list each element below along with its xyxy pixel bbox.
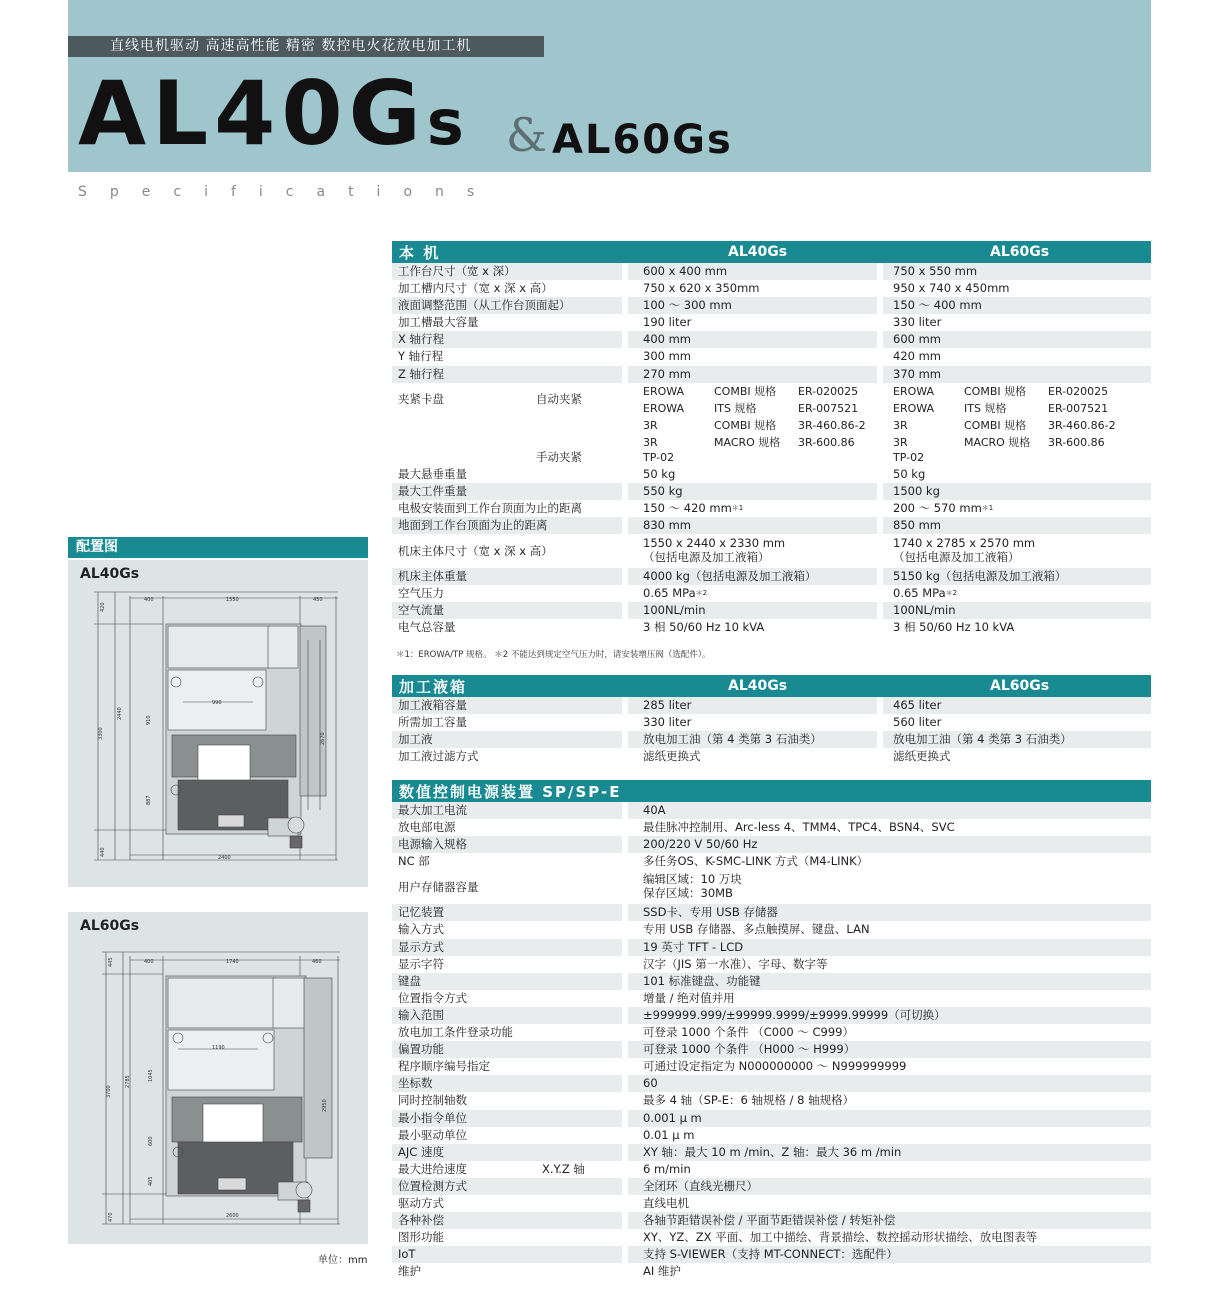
row-label: 用户存储器容量 <box>398 880 479 895</box>
col-al60: AL60Gs <box>990 244 1050 260</box>
dim-h2: 910 <box>146 715 152 725</box>
clamp-cell: COMBI 规格 <box>964 418 1027 432</box>
table-row <box>392 1161 1151 1178</box>
section-title: 数值控制电源装置 SP/SP-E <box>399 782 622 801</box>
table-row <box>392 921 1151 938</box>
col-al40: AL40Gs <box>728 244 788 260</box>
storage-row <box>392 870 1151 904</box>
table-row <box>392 1024 1151 1041</box>
table-row <box>392 1263 1151 1280</box>
row-label: 加工液 <box>398 732 433 747</box>
row-label: 液面调整范围（从工作台顶面起） <box>398 298 571 313</box>
value-text: 330 liter <box>893 315 942 330</box>
dim-h2: 1045 <box>148 1069 154 1082</box>
table-row <box>392 1195 1151 1212</box>
value-text: 100NL/min <box>893 603 956 618</box>
row-value-al60 <box>877 500 1145 517</box>
machine-size-row <box>392 534 1151 568</box>
table-row <box>392 280 1151 297</box>
value-text: 750 x 620 x 350mm <box>643 281 760 296</box>
value-text: 950 x 740 x 450mm <box>893 281 1010 296</box>
table-row <box>392 1144 1151 1161</box>
row-label: 空气压力 <box>398 586 444 601</box>
row-value-al60 <box>877 280 1145 297</box>
row-label: 坐标数 <box>398 1076 433 1091</box>
table-row <box>392 314 1151 331</box>
layout-drawing-al40 <box>68 560 368 887</box>
row-value: 0.001 μ m <box>622 1110 1151 1127</box>
tagline: 直线电机驱动 高速高性能 精密 数控电火花放电加工机 <box>68 36 544 57</box>
model-secondary: AL60Gs <box>552 117 733 163</box>
table-row <box>392 904 1151 921</box>
value-text: 830 mm <box>643 517 692 532</box>
row-value: 60 <box>622 1075 1151 1092</box>
table-row <box>392 1229 1151 1246</box>
value-text: 放电加工油（第 4 类第 3 石油类） <box>893 732 1072 747</box>
layout-drawing-al60 <box>68 912 368 1244</box>
row-value: 可登录 1000 个条件 （H000 ～ H999） <box>622 1041 1151 1058</box>
value-text: 750 x 550 mm <box>893 264 978 278</box>
row-value-al60 <box>877 568 1145 585</box>
table-row <box>392 1127 1151 1144</box>
row-value-al40 <box>622 331 877 348</box>
row-value: 最多 4 轴（SP-E：6 轴规格 / 8 轴规格） <box>622 1092 1151 1109</box>
row-label: 所需加工容量 <box>398 715 467 730</box>
table-row <box>392 602 1151 619</box>
row-value: XY 轴：最大 10 m /min、Z 轴：最大 36 m /min <box>622 1144 1151 1161</box>
dim-center: 1740 <box>226 959 239 965</box>
value-text: 600 mm <box>893 332 942 347</box>
value-text: 5150 kg（包括电源及加工液箱） <box>893 569 1067 584</box>
value-text: 600 x 400 mm <box>643 264 728 278</box>
row-label: NC 部 <box>398 854 430 869</box>
dim-width-total: 2600 <box>226 1213 239 1219</box>
row-label: 机床主体尺寸（宽 x 深 x 高） <box>398 544 553 559</box>
model-main: AL40G <box>78 62 427 165</box>
row-value: 可登录 1000 个条件 （C000 ～ C999） <box>622 1024 1151 1041</box>
row-value: 最佳脉冲控制用、Arc-less 4、TMM4、TPC4、BSN4、SVC <box>622 819 1151 836</box>
row-value-al60 <box>877 314 1145 331</box>
row-value-al40 <box>622 500 877 517</box>
clamp-manual-label: 手动夹紧 <box>536 449 582 464</box>
table-row <box>392 1212 1151 1229</box>
table-row <box>392 483 1151 500</box>
specifications-label: Specifications <box>78 184 498 200</box>
table-row <box>392 568 1151 585</box>
value-text: 420 mm <box>893 349 942 364</box>
row-value-al40 <box>622 366 877 383</box>
row-value-al40 <box>622 348 877 365</box>
clamp-cell: EROWA <box>643 401 685 415</box>
row-value: 全闭环（直线光栅尺） <box>622 1178 1151 1195</box>
size-al60-sub: （包括电源及加工液箱） <box>893 550 1020 565</box>
row-value-al40 <box>622 714 877 731</box>
dim-right-h: 2670 <box>320 732 326 745</box>
clamp-cell: EROWA <box>893 384 935 398</box>
table-row <box>392 1110 1151 1127</box>
row-label: 位置指令方式 <box>398 990 467 1005</box>
dim-bottom: 470 <box>108 1212 114 1222</box>
clamp-cell: 3R-600.86 <box>1048 435 1105 449</box>
table-row <box>392 939 1151 956</box>
table-row <box>392 1041 1151 1058</box>
dim-h4: 405 <box>148 1176 154 1186</box>
row-label: 电极安装面到工作台顶面为止的距离 <box>398 500 582 515</box>
dim-h1: 2785 <box>125 1075 131 1088</box>
tank-spec-header <box>392 675 1151 697</box>
row-value-al60 <box>877 748 1145 765</box>
value-text: 50 kg <box>643 466 676 481</box>
row-value-al40 <box>622 748 877 765</box>
table-row <box>392 517 1151 534</box>
clamp-row <box>392 383 1151 466</box>
row-value-al40 <box>622 602 877 619</box>
row-value: 专用 USB 存储器、多点触摸屏、键盘、LAN <box>622 921 1151 938</box>
row-value-al60 <box>877 348 1145 365</box>
table-row <box>392 585 1151 602</box>
row-value-al60 <box>877 517 1145 534</box>
clamp-cell: MACRO 规格 <box>714 435 781 449</box>
clamp-al60 <box>877 383 1145 466</box>
clamp-cell: 3R-460.86-2 <box>798 418 866 432</box>
table-row <box>392 1007 1151 1024</box>
table-row <box>392 802 1151 819</box>
footnote-marker: ＊2 <box>695 589 708 598</box>
row-label: 空气流量 <box>398 603 444 618</box>
row-value-al60 <box>877 534 1145 568</box>
row-value-al40 <box>622 585 877 602</box>
row-value: 多任务OS、K-SMC-LINK 方式（M4-LINK） <box>622 853 1151 870</box>
row-label: 工作台尺寸（宽 x 深） <box>398 264 516 278</box>
row-label: Y 轴行程 <box>398 349 444 364</box>
row-value: SSD卡、专用 USB 存储器 <box>622 904 1151 921</box>
value-text: 370 mm <box>893 366 942 381</box>
footnote: ＊1：EROWA/TP 规格。 ＊2 不能达到规定空气压力时，请安装增压阀（选配件）。 <box>396 650 711 660</box>
row-label: 地面到工作台顶面为止的距离 <box>398 517 548 532</box>
row-value: 0.01 μ m <box>622 1127 1151 1144</box>
value-text: 3 相 50/60 Hz 10 kVA <box>643 620 765 635</box>
row-label: 驱动方式 <box>398 1195 444 1210</box>
clamp-cell: ITS 规格 <box>714 401 757 415</box>
table-row <box>392 1058 1151 1075</box>
row-value-al40 <box>622 619 877 636</box>
row-value-al40 <box>622 568 877 585</box>
value-text: 50 kg <box>893 466 926 481</box>
value-text: 3 相 50/60 Hz 10 kVA <box>893 620 1015 635</box>
table-row <box>392 500 1151 517</box>
row-sublabel: X.Y.Z 轴 <box>542 1161 585 1176</box>
clamp-cell: ER-020025 <box>1048 384 1109 398</box>
row-label: 电源输入规格 <box>398 837 467 852</box>
clamp-auto-label: 自动夹紧 <box>536 391 582 406</box>
row-value-al40 <box>622 731 877 748</box>
row-label: 维护 <box>398 1264 421 1279</box>
row-label: 放电部电源 <box>398 820 456 835</box>
table-row <box>392 714 1151 731</box>
row-label: 同时控制轴数 <box>398 1093 467 1108</box>
dim-bottom: 440 <box>100 847 106 857</box>
row-value-al40 <box>622 517 877 534</box>
dim-h3: 887 <box>146 795 152 805</box>
dim-inner: 1190 <box>212 1045 225 1051</box>
table-row <box>392 263 1151 280</box>
row-value <box>622 870 1151 904</box>
row-value-al60 <box>877 331 1145 348</box>
table-row <box>392 697 1151 714</box>
value-text: 4000 kg（包括电源及加工液箱） <box>643 569 817 584</box>
row-label: 最大加工电流 <box>398 803 467 817</box>
clamp-cell: COMBI 规格 <box>964 384 1027 398</box>
row-label: 加工槽最大容量 <box>398 315 479 330</box>
value-text: 放电加工油（第 4 类第 3 石油类） <box>643 732 822 747</box>
dim-top: 420 <box>100 602 106 612</box>
table-row <box>392 1178 1151 1195</box>
footnote-marker: ＊1 <box>731 503 744 512</box>
machine-spec-table <box>392 241 1151 636</box>
diagram-al40 <box>68 560 368 887</box>
dim-h3: 600 <box>148 1136 154 1146</box>
value-text: 滤纸更换式 <box>893 749 951 764</box>
size-al40: 1550 x 2440 x 2330 mm <box>643 536 786 551</box>
row-label: 显示方式 <box>398 939 444 954</box>
row-value: 增量 / 绝对值并用 <box>622 990 1151 1007</box>
row-value-al60 <box>877 714 1145 731</box>
row-label: 输入方式 <box>398 922 444 937</box>
diagram-label: AL60Gs <box>80 918 140 934</box>
value-text: 550 kg <box>643 483 683 498</box>
clamp-cell: 3R <box>893 435 908 449</box>
clamp-cell: ER-007521 <box>798 401 859 415</box>
clamp-cell: EROWA <box>893 401 935 415</box>
table-row <box>392 297 1151 314</box>
table-row <box>392 1246 1151 1263</box>
row-label: 键盘 <box>398 973 421 988</box>
table-row <box>392 748 1151 765</box>
clamp-label: 夹紧卡盘 <box>398 391 444 406</box>
row-value: 101 标准键盘、功能键 <box>622 973 1151 990</box>
row-value: 40A <box>622 802 1151 819</box>
row-value-al40 <box>622 263 877 280</box>
row-value-al40 <box>622 483 877 500</box>
table-row <box>392 956 1151 973</box>
clamp-manual-value: TP-02 <box>643 450 675 464</box>
value-text: 0.65 MPa <box>643 586 696 601</box>
clamp-cell: COMBI 规格 <box>714 418 777 432</box>
row-value-al60 <box>877 263 1145 280</box>
table-row <box>392 619 1151 636</box>
clamp-cell: 3R-460.86-2 <box>1048 418 1116 432</box>
value-text: 400 mm <box>643 332 692 347</box>
dim-right: 450 <box>313 597 323 603</box>
dim-right: 460 <box>312 959 322 965</box>
row-label: 最小指令单位 <box>398 1110 467 1125</box>
row-label: 放电加工条件登录功能 <box>398 1025 513 1040</box>
footnote-marker: ＊2 <box>945 589 958 598</box>
row-value-al40 <box>622 697 877 714</box>
row-label: 位置检测方式 <box>398 1178 467 1193</box>
row-label: 最大工件重量 <box>398 483 467 498</box>
storage-edit: 编辑区域：10 万块 <box>643 872 742 887</box>
table-row <box>392 819 1151 836</box>
row-label: Z 轴行程 <box>398 366 445 381</box>
row-label: 程序顺序编号指定 <box>398 1059 490 1074</box>
row-label: 偏置功能 <box>398 1042 444 1057</box>
row-value: XY、YZ、ZX 平面、加工中描绘、背景描绘、数控摇动形状描绘、放电图表等 <box>622 1229 1151 1246</box>
row-label: X 轴行程 <box>398 332 445 347</box>
table-row <box>392 466 1151 483</box>
row-value-al60 <box>877 731 1145 748</box>
clamp-label-cell <box>392 383 622 466</box>
table-row <box>392 731 1151 748</box>
row-value: 各轴节距错误补偿 / 平面节距错误补偿 / 转矩补偿 <box>622 1212 1151 1229</box>
clamp-cell: EROWA <box>643 384 685 398</box>
row-label: 机床主体重量 <box>398 569 467 584</box>
row-label: IoT <box>398 1247 416 1262</box>
value-text: 150 ～ 420 mm <box>643 500 732 515</box>
value-text: 270 mm <box>643 366 692 381</box>
table-row <box>392 1092 1151 1109</box>
row-label: 最大悬垂重量 <box>398 466 467 481</box>
table-row <box>392 973 1151 990</box>
row-label-cell <box>392 1161 622 1178</box>
clamp-cell: ER-007521 <box>1048 401 1109 415</box>
clamp-cell: 3R <box>643 435 658 449</box>
row-value-al40 <box>622 314 877 331</box>
row-value: 支持 S-VIEWER（支持 MT-CONNECT：选配件） <box>622 1246 1151 1263</box>
value-text: 100 ～ 300 mm <box>643 298 732 313</box>
section-title: 加工液箱 <box>399 677 468 696</box>
row-value-al40 <box>622 297 877 314</box>
value-text: 850 mm <box>893 517 942 532</box>
dim-left: 400 <box>144 597 154 603</box>
model-main-suffix: s <box>426 86 470 159</box>
section-title: 本 机 <box>399 243 441 262</box>
row-value: 19 英寸 TFT - LCD <box>622 939 1151 956</box>
row-value-al60 <box>877 585 1145 602</box>
row-value: AI 维护 <box>622 1263 1151 1280</box>
clamp-cell: MACRO 规格 <box>964 435 1031 449</box>
dim-h-total: 3700 <box>106 1085 112 1098</box>
clamp-manual-value: TP-02 <box>893 450 925 464</box>
value-text: 1500 kg <box>893 483 940 498</box>
row-label: 记忆装置 <box>398 905 444 920</box>
nc-spec-table <box>392 780 1151 1280</box>
table-row <box>392 348 1151 365</box>
table-row <box>392 366 1151 383</box>
clamp-al40 <box>622 383 877 466</box>
dim-inner: 990 <box>212 700 222 706</box>
row-label: 显示字符 <box>398 956 444 971</box>
row-label: AJC 速度 <box>398 1144 444 1159</box>
clamp-cell: COMBI 规格 <box>714 384 777 398</box>
dim-right-h: 2950 <box>322 1099 328 1112</box>
row-label: 加工槽内尺寸（宽 x 深 x 高） <box>398 281 553 296</box>
dim-top: 445 <box>108 957 114 967</box>
table-row <box>392 990 1151 1007</box>
clamp-cell: ER-020025 <box>798 384 859 398</box>
row-value-al40 <box>622 466 877 483</box>
row-value: 200/220 V 50/60 Hz <box>622 836 1151 853</box>
table-row <box>392 331 1151 348</box>
table-row <box>392 1075 1151 1092</box>
nc-spec-header <box>392 780 1151 802</box>
value-text: 330 liter <box>643 715 692 730</box>
value-text: 560 liter <box>893 715 942 730</box>
row-value: 6 m/min <box>622 1161 1151 1178</box>
row-label: 最大进给速度 <box>398 1161 467 1176</box>
dim-h1: 2440 <box>117 707 123 720</box>
value-text: 150 ～ 400 mm <box>893 298 982 313</box>
row-value-al40 <box>622 534 877 568</box>
size-al60: 1740 x 2785 x 2570 mm <box>893 536 1036 551</box>
col-al40: AL40Gs <box>728 678 788 694</box>
machine-spec-header <box>392 241 1151 263</box>
table-row <box>392 836 1151 853</box>
value-text: 465 liter <box>893 698 942 712</box>
row-label: 加工液箱容量 <box>398 698 467 712</box>
diagram-al60 <box>68 912 368 1244</box>
row-value-al40 <box>622 280 877 297</box>
dim-center: 1550 <box>226 597 239 603</box>
row-value: 直线电机 <box>622 1195 1151 1212</box>
ampersand: & <box>506 108 547 162</box>
unit-label: 单位：mm <box>318 1255 368 1266</box>
row-value-al60 <box>877 297 1145 314</box>
tank-spec-table <box>392 675 1151 765</box>
row-label: 最小驱动单位 <box>398 1127 467 1142</box>
value-text: 190 liter <box>643 315 692 330</box>
footnote-marker: ＊1 <box>981 503 994 512</box>
row-label: 输入范围 <box>398 1007 444 1022</box>
row-label: 电气总容量 <box>398 620 456 635</box>
row-value-al60 <box>877 619 1145 636</box>
row-value: 汉字（JIS 第一水准）、字母、数字等 <box>622 956 1151 973</box>
value-text: 滤纸更换式 <box>643 749 701 764</box>
col-al60: AL60Gs <box>990 678 1050 694</box>
dim-width-total: 2400 <box>218 855 231 861</box>
clamp-cell: 3R <box>893 418 908 432</box>
table-row <box>392 853 1151 870</box>
clamp-cell: 3R <box>643 418 658 432</box>
row-value: ±999999.999/±99999.9999/±9999.99999（可切换） <box>622 1007 1151 1024</box>
value-text: 200 ～ 570 mm <box>893 500 982 515</box>
dim-left: 400 <box>144 959 154 965</box>
value-text: 0.65 MPa <box>893 586 946 601</box>
layout-title: 配置图 <box>68 537 368 558</box>
row-label: 各种补偿 <box>398 1213 444 1228</box>
row-value-al60 <box>877 602 1145 619</box>
dim-h-total: 3300 <box>98 727 104 740</box>
row-value-al60 <box>877 483 1145 500</box>
row-label: 加工液过滤方式 <box>398 749 479 764</box>
row-value-al60 <box>877 697 1145 714</box>
row-value: 可通过设定指定为 N000000000 ～ N999999999 <box>622 1058 1151 1075</box>
clamp-cell: ITS 规格 <box>964 401 1007 415</box>
storage-save: 保存区域：30MB <box>643 886 733 901</box>
diagram-label: AL40Gs <box>80 566 140 582</box>
value-text: 300 mm <box>643 349 692 364</box>
value-text: 285 liter <box>643 698 692 712</box>
clamp-cell: 3R-600.86 <box>798 435 855 449</box>
row-value-al60 <box>877 466 1145 483</box>
row-label: 图形功能 <box>398 1230 444 1245</box>
size-al40-sub: （包括电源及加工液箱） <box>643 550 770 565</box>
row-value-al60 <box>877 366 1145 383</box>
model-title <box>78 62 470 165</box>
value-text: 100NL/min <box>643 603 706 618</box>
